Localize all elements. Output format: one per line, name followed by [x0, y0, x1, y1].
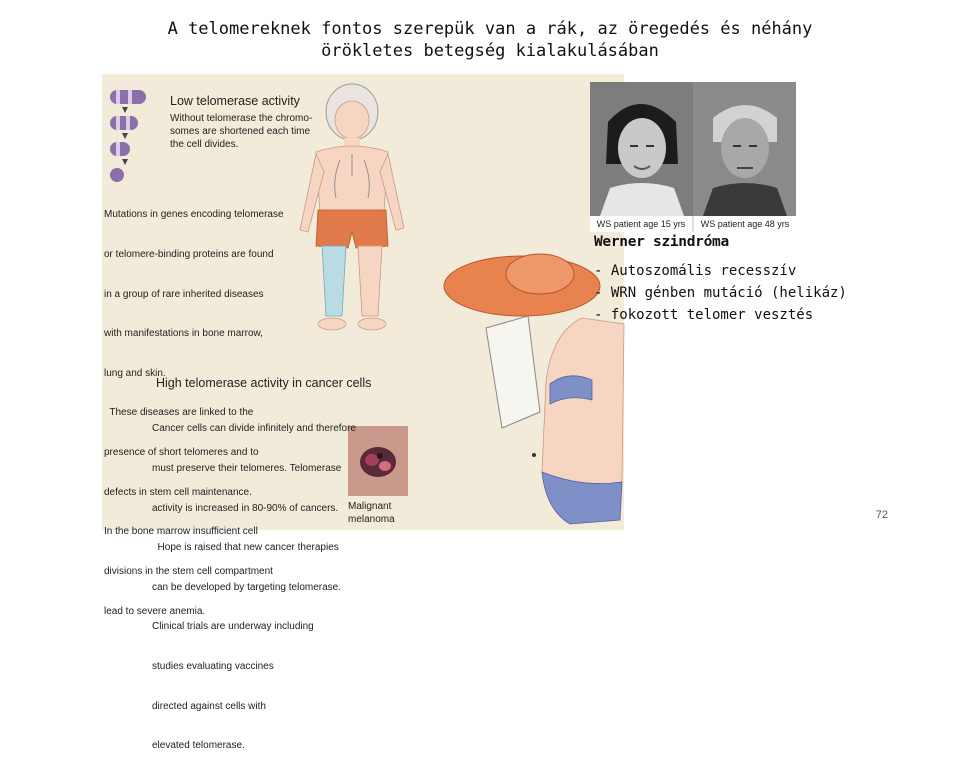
text-line: somes are shortened each time — [170, 126, 311, 138]
high-telomerase-heading: High telomerase activity in cancer cells — [156, 376, 372, 390]
text-line: activity is increased in 80-90% of cancers. — [152, 502, 339, 514]
slide-title — [120, 18, 860, 62]
slide-title-line1: A telomereknek fontos szerepük van a rák, az öregedés és néhány — [167, 19, 813, 39]
list-item: - fokozott telomer vesztés — [594, 307, 814, 323]
werner-list — [594, 260, 884, 326]
text-line: Malignant — [348, 501, 392, 512]
text-line: directed against cells with — [152, 700, 266, 712]
text-line: can be developed by targeting telomerase. — [152, 581, 342, 593]
low-telomerase-description — [170, 112, 312, 152]
text-line: the cell divides. — [170, 139, 239, 151]
text-line: must preserve their telomeres. Telomerase — [152, 463, 342, 475]
text-line: In the bone marrow insufficient cell — [104, 526, 258, 538]
text-line: Without telomerase the chromo- — [170, 113, 313, 124]
melanoma-label — [348, 500, 395, 526]
telomerase-illustration — [102, 74, 624, 752]
text-line: or telomere-binding proteins are found — [104, 249, 274, 261]
photo-caption-young: WS patient age 15 yrs — [590, 216, 692, 232]
text-line: lung and skin. — [104, 367, 166, 379]
werner-syndrome-info — [594, 234, 884, 326]
text-line: Cancer cells can divide infinitely and therefore — [152, 423, 356, 435]
low-telomerase-heading: Low telomerase activity — [170, 94, 300, 108]
patient-photo-young — [590, 82, 693, 216]
list-item: - WRN génben mutáció (helikáz) — [594, 285, 847, 301]
text-line: Hope is raised that new cancer therapies — [152, 542, 339, 554]
text-line: studies evaluating vaccines — [152, 661, 274, 673]
text-line: in a group of rare inherited diseases — [104, 288, 264, 300]
list-item: - Autoszomális recesszív — [594, 263, 797, 279]
page-number: 72 — [875, 509, 888, 521]
photo-caption-old: WS patient age 48 yrs — [694, 216, 796, 232]
slide-title-line2: örökletes betegség kialakulásában — [321, 41, 659, 61]
melanoma-image — [348, 426, 408, 496]
text-line: with manifestations in bone marrow, — [104, 328, 263, 340]
text-line: Clinical trials are underway including — [152, 621, 314, 633]
text-line: elevated telomerase. — [152, 740, 245, 752]
werner-patient-photos — [590, 82, 796, 232]
werner-title: Werner szindróma — [594, 234, 729, 250]
text-line: Mutations in genes encoding telomerase — [104, 209, 284, 221]
text-line: divisions in the stem cell compartment — [104, 565, 273, 577]
patient-photo-old — [693, 82, 796, 216]
text-line: melanoma — [348, 514, 395, 526]
text-line: defects in stem cell maintenance. — [104, 486, 252, 498]
text-line: lead to severe anemia. — [104, 605, 206, 617]
text-line: presence of short telomeres and to — [104, 447, 259, 459]
text-line: These diseases are linked to the — [104, 407, 254, 419]
chromosome-shortening-icon — [106, 88, 156, 188]
high-telomerase-description — [152, 396, 356, 779]
